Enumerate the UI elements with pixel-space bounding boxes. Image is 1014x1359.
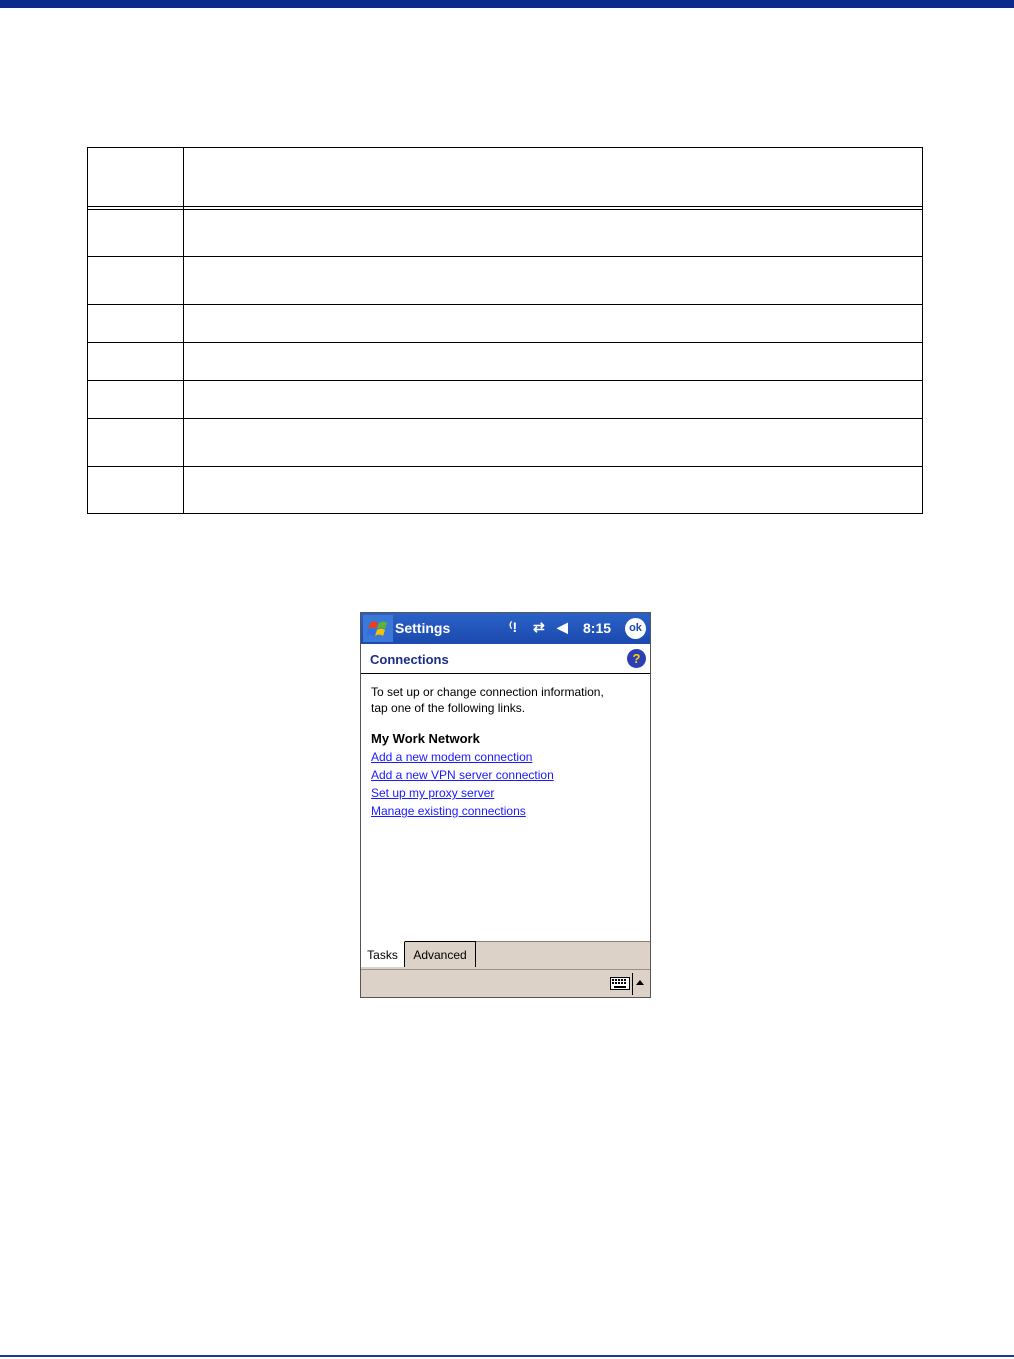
manage-connections-link[interactable]: Manage existing connections (371, 804, 526, 818)
tab-advanced[interactable]: Advanced (405, 941, 476, 967)
sync-arrows-icon[interactable]: ⇄ (533, 619, 545, 635)
table-row-divider (88, 304, 922, 305)
section-heading: My Work Network (371, 731, 480, 746)
pocket-pc-screen (360, 612, 651, 998)
intro-text-line-1: To set up or change connection information, (371, 685, 604, 699)
connections-content (371, 684, 643, 820)
proxy-server-link[interactable]: Set up my proxy server (371, 786, 495, 800)
app-title[interactable]: Settings (395, 620, 451, 636)
sip-divider (632, 973, 633, 995)
windows-flag-icon[interactable] (363, 615, 393, 642)
table-row-divider (88, 256, 922, 257)
tab-bar (361, 941, 650, 969)
table-header-divider (88, 206, 922, 210)
tab-tasks[interactable]: Tasks (361, 941, 405, 967)
clock[interactable]: 8:15 (583, 620, 612, 636)
intro-text-line-2: tap one of the following links. (371, 701, 526, 715)
add-modem-connection-link[interactable]: Add a new modem connection (371, 750, 533, 764)
table-row-divider (88, 466, 922, 467)
table-row-divider (88, 342, 922, 343)
table-row-divider (88, 380, 922, 381)
help-icon[interactable]: ? (627, 649, 646, 668)
sip-arrow-icon[interactable] (636, 980, 644, 985)
ok-button[interactable]: ok (625, 618, 646, 639)
add-vpn-connection-link[interactable]: Add a new VPN server connection (371, 768, 554, 782)
table-column-divider (183, 148, 184, 513)
speaker-icon[interactable]: ◀︎ (557, 619, 568, 635)
title-bar (361, 613, 650, 644)
page-top-rule (0, 0, 1014, 8)
page-bottom-rule (0, 1355, 1014, 1357)
keyboard-icon[interactable] (610, 977, 630, 990)
command-bar (361, 969, 650, 998)
table-row-divider (88, 418, 922, 419)
connectivity-icon[interactable]: ⁽! (509, 619, 518, 635)
page-header (361, 644, 650, 674)
reference-table (87, 147, 923, 514)
page-title: Connections (370, 652, 449, 667)
